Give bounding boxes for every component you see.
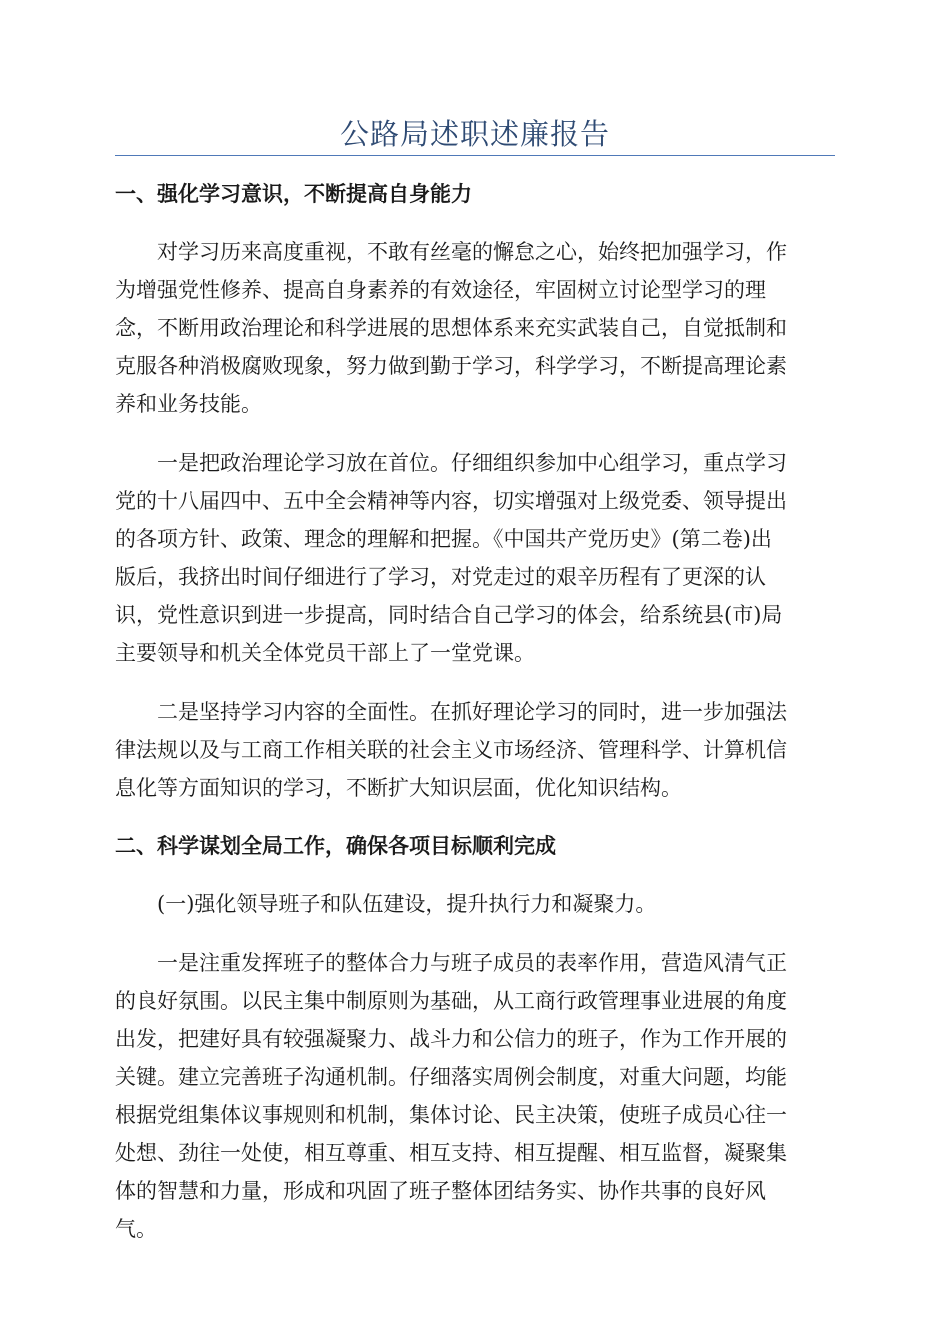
text-line: 克服各种消极腐败现象，努力做到勤于学习，科学学习，不断提高理论素 [115, 354, 787, 378]
paragraph [115, 444, 835, 672]
text-line: 念，不断用政治理论和科学进展的思想体系来充实武装自己，自觉抵制和 [115, 316, 787, 340]
text-line: 养和业务技能。 [115, 392, 262, 416]
section-heading: 二、科学谋划全局工作，确保各项目标顺利完成 [115, 834, 556, 858]
text-line: 根据党组集体议事规则和机制，集体讨论、民主决策，使班子成员心往一 [115, 1103, 787, 1127]
text-line: 的各项方针、政策、理念的理解和把握。《中国共产党历史》(第二卷)出 [115, 527, 772, 551]
paragraph [115, 233, 835, 423]
paragraph [115, 693, 835, 807]
text-line: 对学习历来高度重视，不敢有丝毫的懈怠之心，始终把加强学习，作 [157, 240, 787, 264]
text-line: 体的智慧和力量，形成和巩固了班子整体团结务实、协作共事的良好风 [115, 1179, 766, 1203]
text-line: 的良好氛围。以民主集中制原则为基础，从工商行政管理事业进展的角度 [115, 989, 787, 1013]
text-line: 为增强党性修养、提高自身素养的有效途径，牢固树立讨论型学习的理 [115, 278, 766, 302]
text-line: 党的十八届四中、五中全会精神等内容，切实增强对上级党委、领导提出 [115, 489, 787, 513]
title-underline [115, 155, 835, 156]
section-heading: 一、强化学习意识，不断提高自身能力 [115, 182, 472, 206]
text-line: 二是坚持学习内容的全面性。在抓好理论学习的同时，进一步加强法 [157, 700, 787, 724]
text-line: 主要领导和机关全体党员干部上了一堂党课。 [115, 641, 535, 665]
text-line: 律法规以及与工商工作相关联的社会主义市场经济、管理科学、计算机信 [115, 738, 787, 762]
text-line: 版后，我挤出时间仔细进行了学习，对党走过的艰辛历程有了更深的认 [115, 565, 766, 589]
text-line: 一是注重发挥班子的整体合力与班子成员的表率作用，营造风清气正 [157, 951, 787, 975]
text-line: 一是把政治理论学习放在首位。仔细组织参加中心组学习，重点学习 [157, 451, 787, 475]
text-line: 处想、劲往一处使，相互尊重、相互支持、相互提醒、相互监督，凝聚集 [115, 1141, 787, 1165]
text-line: 出发，把建好具有较强凝聚力、战斗力和公信力的班子，作为工作开展的 [115, 1027, 787, 1051]
text-line: 息化等方面知识的学习，不断扩大知识层面，优化知识结构。 [115, 776, 682, 800]
paragraph [115, 944, 835, 1248]
text-line: 气。 [115, 1217, 157, 1241]
document-title: 公路局述职述廉报告 [339, 117, 610, 151]
paragraph [115, 885, 835, 923]
document-body [115, 176, 835, 1269]
text-line: 关键。建立完善班子沟通机制。仔细落实周例会制度，对重大问题，均能 [115, 1065, 787, 1089]
text-line: (一)强化领导班子和队伍建设，提升执行力和凝聚力。 [157, 892, 657, 916]
text-line: 识，党性意识到进一步提高，同时结合自己学习的体会，给系统县(市)局 [115, 603, 783, 627]
